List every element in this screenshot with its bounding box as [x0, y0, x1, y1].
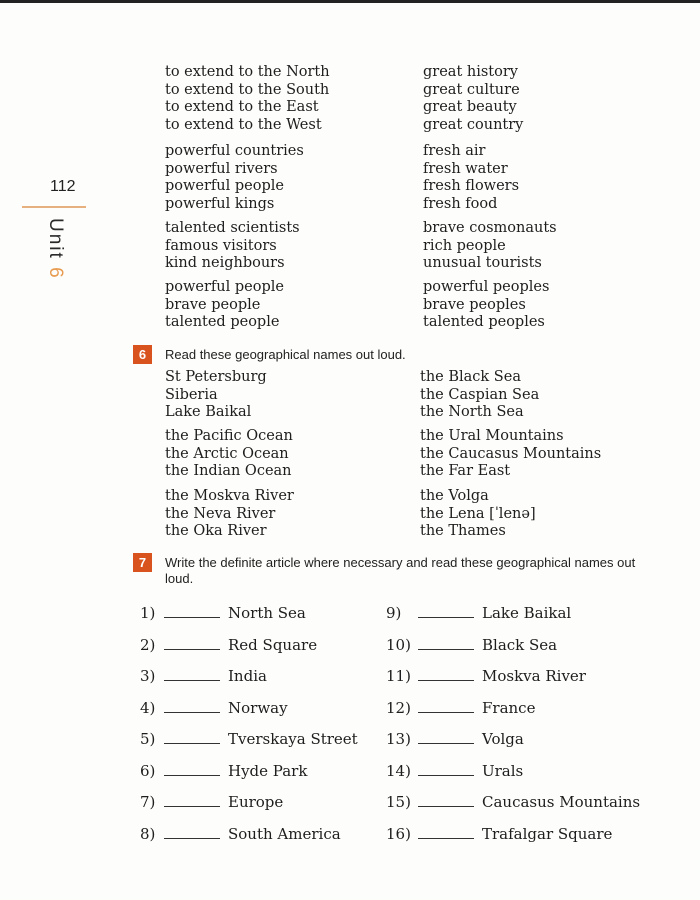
exercise-item [140, 666, 267, 685]
exercise-item [386, 603, 571, 622]
exercise-number: 3) [140, 667, 156, 685]
exercise-number: 12) [386, 698, 411, 717]
answer-blank[interactable] [164, 792, 220, 807]
collocation-left: talented scientists [165, 220, 300, 236]
collocation-right: fresh water [423, 160, 508, 177]
geo-name: the Oka River [165, 523, 267, 539]
exercise-place-name: Lake Baikal [482, 604, 572, 622]
geo-name: the Caspian Sea [420, 386, 540, 403]
exercise-number: 13) [386, 730, 411, 748]
geo-name: the Neva River [165, 505, 276, 522]
exercise-place-name: Volga [482, 730, 524, 748]
geo-names-group-2 [165, 428, 625, 481]
exercise-place-name: Tverskaya Street [228, 730, 358, 748]
answer-blank[interactable] [164, 666, 220, 681]
collocation-right: fresh food [423, 195, 498, 212]
exercise-number: 2) [140, 635, 156, 654]
exercise-row [140, 635, 660, 667]
exercise-item [140, 761, 307, 780]
collocation-left: talented people [165, 314, 280, 330]
exercise-place-name: Red Square [228, 635, 318, 654]
exercise-item [386, 824, 612, 843]
top-border [0, 0, 700, 3]
exercise-row [140, 824, 660, 856]
exercise-number: 8) [140, 824, 156, 843]
geo-name: Siberia [165, 386, 218, 403]
collocation-right: great country [423, 116, 524, 133]
exercise-number: 15) [386, 793, 411, 811]
geo-name: the North Sea [420, 404, 524, 420]
exercise-row [140, 603, 660, 635]
exercise-item [140, 603, 306, 622]
exercise-place-name: North Sea [228, 604, 306, 622]
geo-name: the Pacific Ocean [165, 428, 293, 444]
page-number-rule [22, 206, 86, 208]
geo-name: the Moskva River [165, 488, 294, 504]
collocation-right: fresh air [423, 143, 486, 159]
collocation-right: rich people [423, 237, 506, 254]
exercise-item [140, 792, 283, 811]
answer-blank[interactable] [164, 824, 220, 839]
collocation-group-3 [165, 220, 625, 273]
answer-blank[interactable] [164, 698, 220, 713]
exercise-row [140, 761, 660, 793]
answer-blank[interactable] [164, 635, 220, 650]
exercise-number: 10) [386, 635, 411, 654]
answer-blank[interactable] [418, 824, 474, 839]
collocation-group-1 [165, 64, 625, 134]
collocation-left: powerful kings [165, 195, 275, 212]
exercise-item [386, 729, 524, 748]
geo-names-group-1 [165, 369, 625, 422]
exercise-item [386, 761, 523, 780]
exercise-item [140, 729, 358, 748]
exercise-item [140, 635, 317, 654]
exercise-item [140, 698, 288, 717]
geo-names-group-3 [165, 488, 625, 541]
exercise-item [386, 666, 586, 685]
exercise-row [140, 792, 660, 824]
exercise-number: 14) [386, 761, 411, 780]
collocation-left: powerful people [165, 279, 284, 295]
collocation-left: brave people [165, 296, 261, 313]
collocation-left: to extend to the West [165, 116, 322, 133]
exercise-place-name: Europe [228, 793, 284, 811]
exercise-place-name: Hyde Park [228, 761, 308, 780]
exercise-place-name: Black Sea [482, 635, 558, 654]
exercise-place-name: France [482, 698, 536, 717]
geo-name: the Volga [420, 488, 489, 504]
collocation-right: talented peoples [423, 314, 545, 330]
exercise-number: 4) [140, 698, 156, 717]
exercise-number: 1) [140, 604, 156, 622]
collocation-right: great culture [423, 81, 520, 98]
exercise-number: 9) [386, 604, 402, 622]
task-7-badge: 7 [133, 553, 152, 572]
geo-name: the Caucasus Mountains [420, 445, 602, 462]
task-6-instruction: Read these geographical names out loud. [165, 347, 406, 362]
unit-word: Unit [45, 218, 66, 260]
collocation-right: unusual tourists [423, 255, 542, 271]
collocation-left: powerful countries [165, 143, 304, 159]
exercise-number: 7) [140, 793, 156, 811]
collocation-group-4 [165, 279, 625, 332]
geo-name: the Ural Mountains [420, 428, 564, 444]
collocation-right: fresh flowers [423, 178, 520, 194]
exercise-list [140, 603, 660, 855]
collocation-left: powerful rivers [165, 160, 278, 177]
collocation-right: great history [423, 64, 518, 80]
exercise-place-name: Trafalgar Square [482, 824, 613, 843]
collocation-left: to extend to the East [165, 99, 319, 115]
exercise-number: 6) [140, 761, 156, 780]
collocation-left: famous visitors [165, 237, 277, 254]
answer-blank[interactable] [164, 761, 220, 776]
collocation-left: to extend to the North [165, 64, 330, 80]
geo-name: the Arctic Ocean [165, 445, 289, 462]
collocation-right: great beauty [423, 99, 517, 115]
exercise-row [140, 666, 660, 698]
answer-blank[interactable] [418, 603, 474, 618]
collocation-right: powerful peoples [423, 279, 550, 295]
answer-blank[interactable] [418, 792, 474, 807]
exercise-number: 5) [140, 730, 156, 748]
exercise-place-name: South America [228, 824, 341, 843]
exercise-item [386, 698, 535, 717]
exercise-place-name: Caucasus Mountains [482, 793, 641, 811]
page-number: 112 [50, 178, 76, 195]
unit-number: 6 [45, 267, 66, 280]
geo-name: the Indian Ocean [165, 463, 292, 479]
answer-blank[interactable] [418, 761, 474, 776]
collocation-left: kind neighbours [165, 255, 285, 271]
collocation-right: brave cosmonauts [423, 220, 557, 236]
answer-blank[interactable] [164, 603, 220, 618]
answer-blank[interactable] [418, 635, 474, 650]
exercise-number: 11) [386, 667, 411, 685]
answer-blank[interactable] [418, 666, 474, 681]
exercise-place-name: Urals [482, 761, 524, 780]
geo-name: the Thames [420, 523, 506, 539]
answer-blank[interactable] [164, 729, 220, 744]
exercise-place-name: India [228, 667, 267, 685]
collocation-right: brave peoples [423, 296, 526, 313]
task-6-badge: 6 [133, 345, 152, 364]
geo-name: the Black Sea [420, 369, 521, 385]
exercise-item [386, 635, 557, 654]
exercise-place-name: Norway [228, 698, 288, 717]
exercise-row [140, 698, 660, 730]
exercise-place-name: Moskva River [482, 667, 586, 685]
exercise-number: 16) [386, 824, 411, 843]
collocation-left: powerful people [165, 178, 284, 194]
geo-name: the Lena [ˈlenə] [420, 505, 536, 522]
geo-name: St Petersburg [165, 369, 267, 385]
collocation-left: to extend to the South [165, 81, 330, 98]
exercise-item [140, 824, 341, 843]
exercise-item [386, 792, 640, 811]
unit-label [44, 218, 66, 280]
task-7-instruction: Write the definite article where necessary and read these geographical names out loud. [165, 555, 636, 586]
geo-name: Lake Baikal [165, 404, 252, 420]
collocation-group-2 [165, 143, 625, 213]
answer-blank[interactable] [418, 729, 474, 744]
answer-blank[interactable] [418, 698, 474, 713]
exercise-row [140, 729, 660, 761]
geo-name: the Far East [420, 463, 511, 479]
